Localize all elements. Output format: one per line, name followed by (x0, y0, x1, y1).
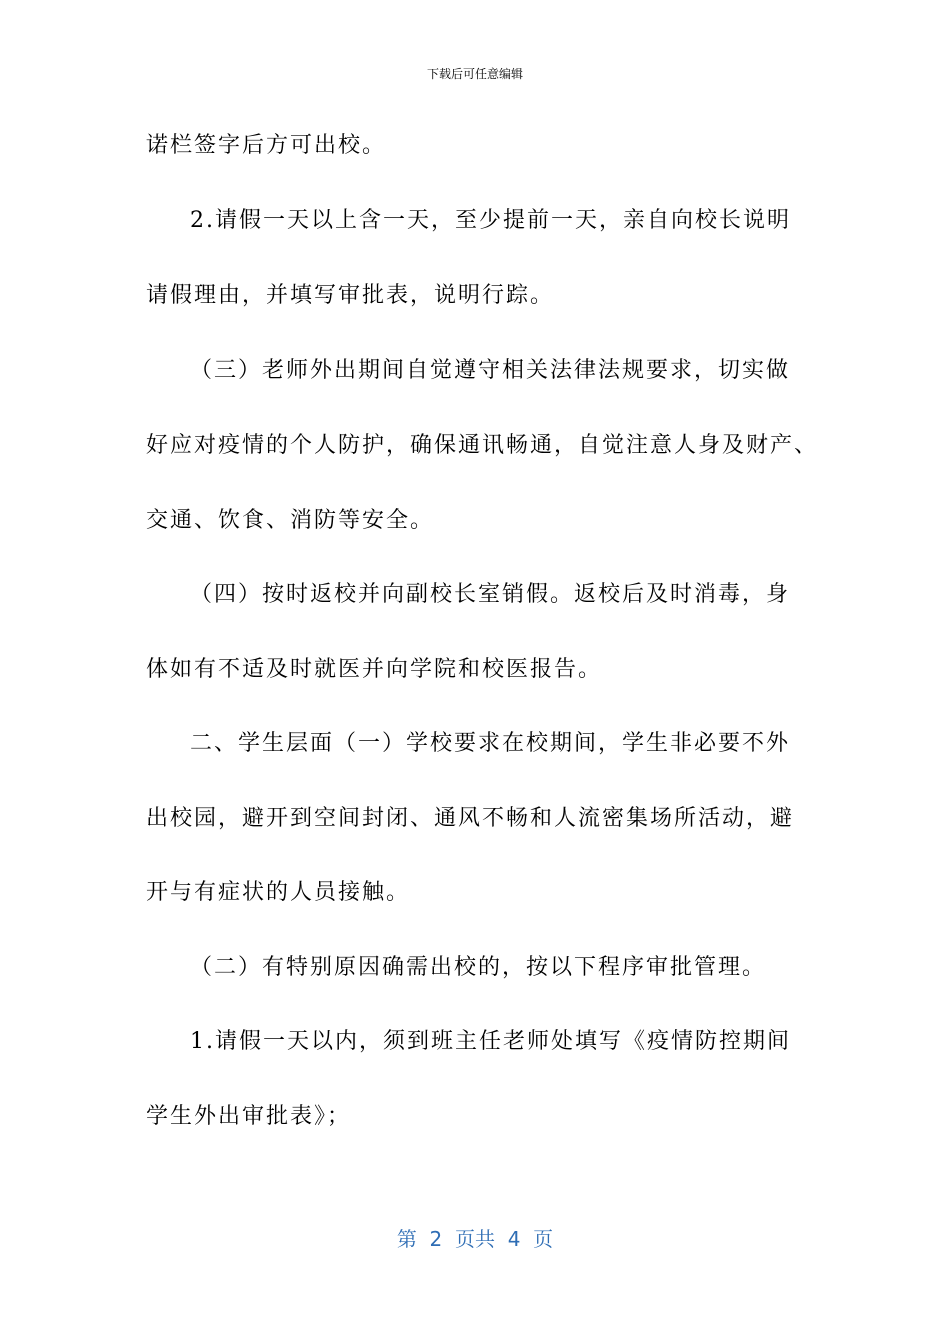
body-line: 诺栏签字后方可出校。 (146, 133, 387, 158)
body-line: 学生外出审批表》； (146, 1104, 352, 1129)
page-number-footer: 第 2 页共 4 页 (396, 1227, 554, 1251)
body-line: 体如有不适及时就医并向学院和校医报告。 (146, 657, 603, 682)
body-line: 2.请假一天以上含一天，至少提前一天，亲自向校长说明 (190, 208, 791, 233)
header-note: 下载后可任意编辑 (426, 67, 523, 81)
body-line: 出校园，避开到空间封闭、通风不畅和人流密集场所活动，避 (146, 806, 795, 831)
body-line: 二、学生层面（一）学校要求在校期间，学生非必要不外 (190, 731, 791, 756)
body-line: 好应对疫情的个人防护，确保通讯畅通，自觉注意人身及财产、 (146, 433, 819, 458)
body-line: 请假理由，并填写审批表，说明行踪。 (146, 283, 555, 308)
body-line: 1.请假一天以内，须到班主任老师处填写《疫情防控期间 (190, 1029, 791, 1054)
body-line: （四）按时返校并向副校长室销假。返校后及时消毒，身 (190, 582, 791, 607)
body-line: 交通、饮食、消防等安全。 (146, 508, 435, 533)
body-line: （二）有特别原因确需出校的，按以下程序审批管理。 (190, 955, 767, 980)
body-line: 开与有症状的人员接触。 (146, 880, 411, 905)
body-line: （三）老师外出期间自觉遵守相关法律法规要求，切实做 (190, 358, 791, 383)
